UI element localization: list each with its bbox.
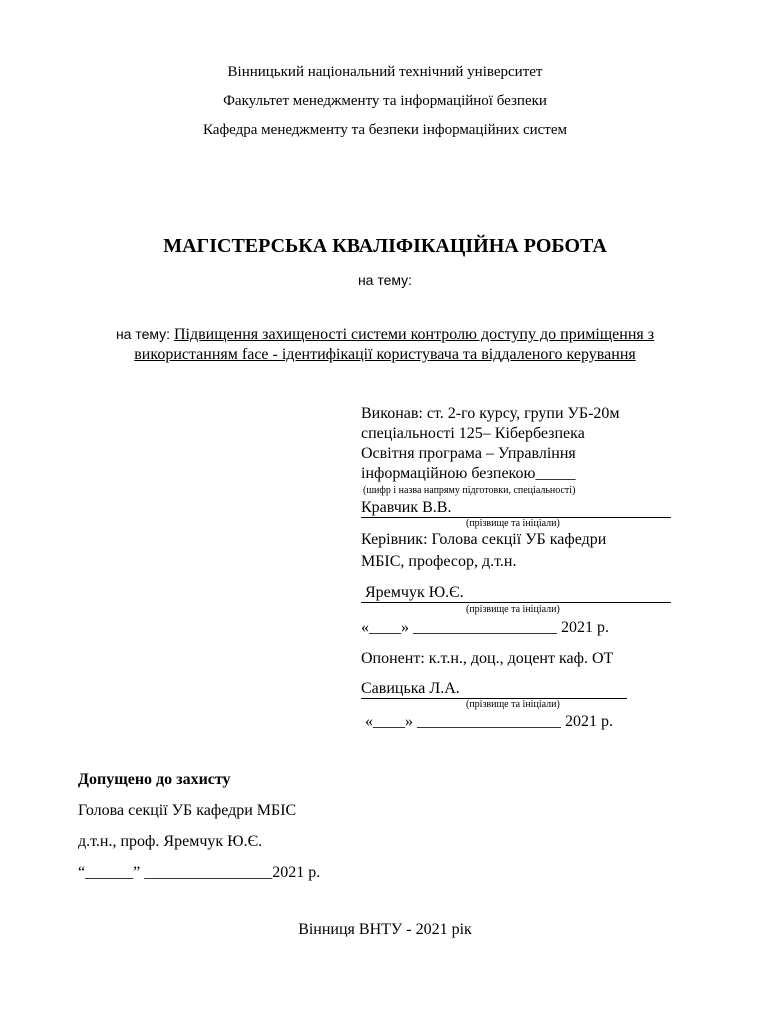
opponent-name-caption: (прізвище та ініціали) bbox=[466, 699, 560, 710]
topic-prefix: на тему: bbox=[115, 326, 174, 342]
document-subtitle: на тему: bbox=[357, 272, 413, 288]
supervisor-line-2: МБІС, професор, д.т.н. bbox=[361, 553, 517, 570]
specialty-note: (шифр і назва напряму підготовки, спеціальності) bbox=[363, 485, 576, 496]
author-line-3: Освітня програма – Управління bbox=[361, 445, 576, 462]
supervisor-name-caption: (прізвище та ініціали) bbox=[466, 604, 560, 615]
topic-line-1 bbox=[0, 326, 770, 344]
approval-heading: Допущено до захисту bbox=[78, 771, 231, 788]
author-name: Кравчик В.В. bbox=[361, 499, 671, 518]
author-line-1: Виконав: ст. 2-го курсу, групи УБ-20м bbox=[361, 405, 620, 422]
topic-line-2: використанням face - ідентифікації користувача та віддаленого керування bbox=[134, 346, 636, 363]
topic-text-1: Підвищення захищеності системи контролю доступу до приміщення з bbox=[173, 326, 655, 343]
author-line-2: спеціальності 125– Кібербезпека bbox=[361, 425, 585, 442]
author-name-caption: (прізвище та ініціали) bbox=[466, 518, 560, 529]
approval-date: “______” ________________2021 р. bbox=[78, 864, 321, 881]
opponent-line-1: Опонент: к.т.н., доц., доцент каф. ОТ bbox=[361, 650, 614, 667]
opponent-date: «____» __________________ 2021 р. bbox=[361, 713, 613, 730]
approval-line-1: Голова секції УБ кафедри МБІС bbox=[78, 802, 297, 819]
supervisor-date: «____» __________________ 2021 р. bbox=[361, 619, 609, 636]
department-name: Кафедра менеджменту та безпеки інформаційних систем bbox=[202, 122, 567, 138]
university-name: Вінницький національний технічний університет bbox=[227, 64, 543, 80]
approval-line-2: д.т.н., проф. Яремчук Ю.Є. bbox=[78, 833, 263, 850]
document-title: МАГІСТЕРСЬКА КВАЛІФІКАЦІЙНА РОБОТА bbox=[163, 235, 607, 257]
supervisor-line-1: Керівник: Голова секції УБ кафедри bbox=[361, 531, 607, 548]
author-line-4: інформаційною безпекою_____ bbox=[361, 465, 576, 482]
city-year: Вінниця ВНТУ - 2021 рік bbox=[298, 921, 472, 938]
supervisor-name: Яремчук Ю.Є. bbox=[361, 584, 671, 603]
faculty-name: Факультет менеджменту та інформаційної безпеки bbox=[223, 93, 547, 109]
opponent-name: Савицька Л.А. bbox=[361, 680, 627, 699]
